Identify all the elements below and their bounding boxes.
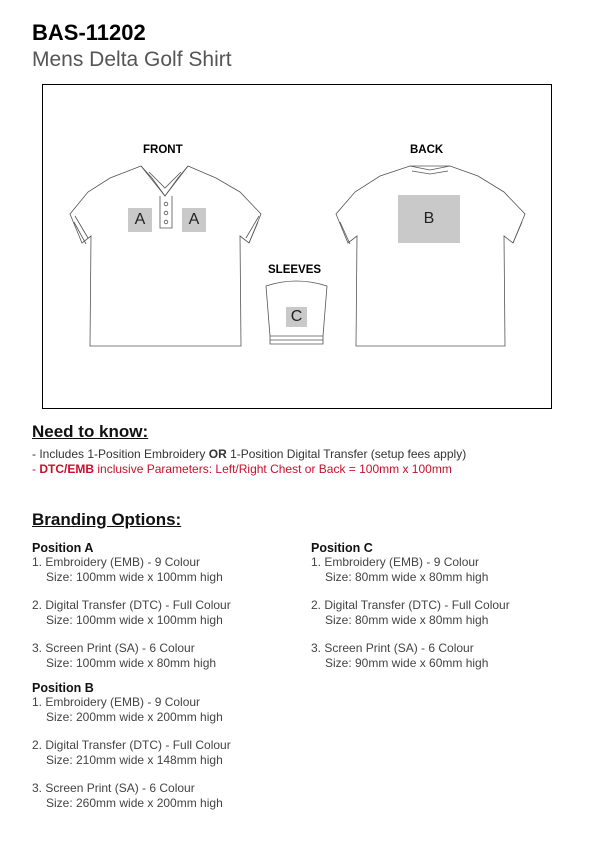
need-to-know-heading: Need to know: — [32, 422, 149, 441]
option-method: 2. Digital Transfer (DTC) - Full Colour — [311, 598, 510, 612]
option-size: Size: 80mm wide x 80mm high — [325, 612, 489, 627]
option-size: Size: 80mm wide x 80mm high — [325, 569, 489, 584]
option-size: Size: 100mm wide x 80mm high — [46, 655, 217, 670]
need-to-know-line-1: - Includes 1-Position Embroidery OR 1-Position Digital Transfer (setup fees apply) — [32, 447, 467, 461]
option-size: Size: 90mm wide x 60mm high — [325, 655, 489, 670]
option-size: Size: 210mm wide x 148mm high — [46, 752, 223, 767]
zone-b: B — [398, 195, 460, 243]
zone-c: C — [286, 307, 307, 327]
product-name: Mens Delta Golf Shirt — [32, 48, 232, 71]
zone-a-right: A — [182, 208, 206, 232]
zone-a-left: A — [128, 208, 152, 232]
sleeve-cuff — [270, 336, 323, 344]
option-size: Size: 260mm wide x 200mm high — [46, 795, 223, 810]
front-label: FRONT — [143, 144, 183, 156]
option-method: 1. Embroidery (EMB) - 9 Colour — [32, 695, 201, 709]
front-buttons — [164, 202, 168, 224]
option-method: 3. Screen Print (SA) - 6 Colour — [311, 641, 474, 655]
front-shirt-outline — [70, 166, 261, 346]
product-code: BAS-11202 — [32, 20, 146, 45]
position-a-block — [32, 541, 292, 670]
branding-options-heading: Branding Options: — [32, 510, 182, 529]
position-a-title: Position A — [32, 541, 94, 555]
back-label: BACK — [410, 144, 444, 156]
option-size: Size: 200mm wide x 200mm high — [46, 709, 223, 724]
sleeves-label: SLEEVES — [268, 264, 322, 276]
need-to-know-line-2: - DTC/EMB inclusive Parameters: Left/Right Chest or Back = 100mm x 100mm — [32, 462, 452, 476]
option-method: 3. Screen Print (SA) - 6 Colour — [32, 641, 195, 655]
garment-diagram — [0, 0, 595, 420]
option-method: 3. Screen Print (SA) - 6 Colour — [32, 781, 195, 795]
back-collar — [410, 166, 450, 174]
position-b-title: Position B — [32, 681, 94, 695]
position-c-block — [311, 541, 581, 670]
back-shirt-outline — [336, 166, 525, 346]
option-method: 1. Embroidery (EMB) - 9 Colour — [311, 555, 480, 569]
option-size: Size: 100mm wide x 100mm high — [46, 612, 223, 627]
option-method: 2. Digital Transfer (DTC) - Full Colour — [32, 738, 231, 752]
option-method: 2. Digital Transfer (DTC) - Full Colour — [32, 598, 231, 612]
position-c-title: Position C — [311, 541, 373, 555]
option-method: 1. Embroidery (EMB) - 9 Colour — [32, 555, 201, 569]
option-size: Size: 100mm wide x 100mm high — [46, 569, 223, 584]
position-b-block — [32, 681, 292, 810]
front-collar — [141, 166, 188, 196]
